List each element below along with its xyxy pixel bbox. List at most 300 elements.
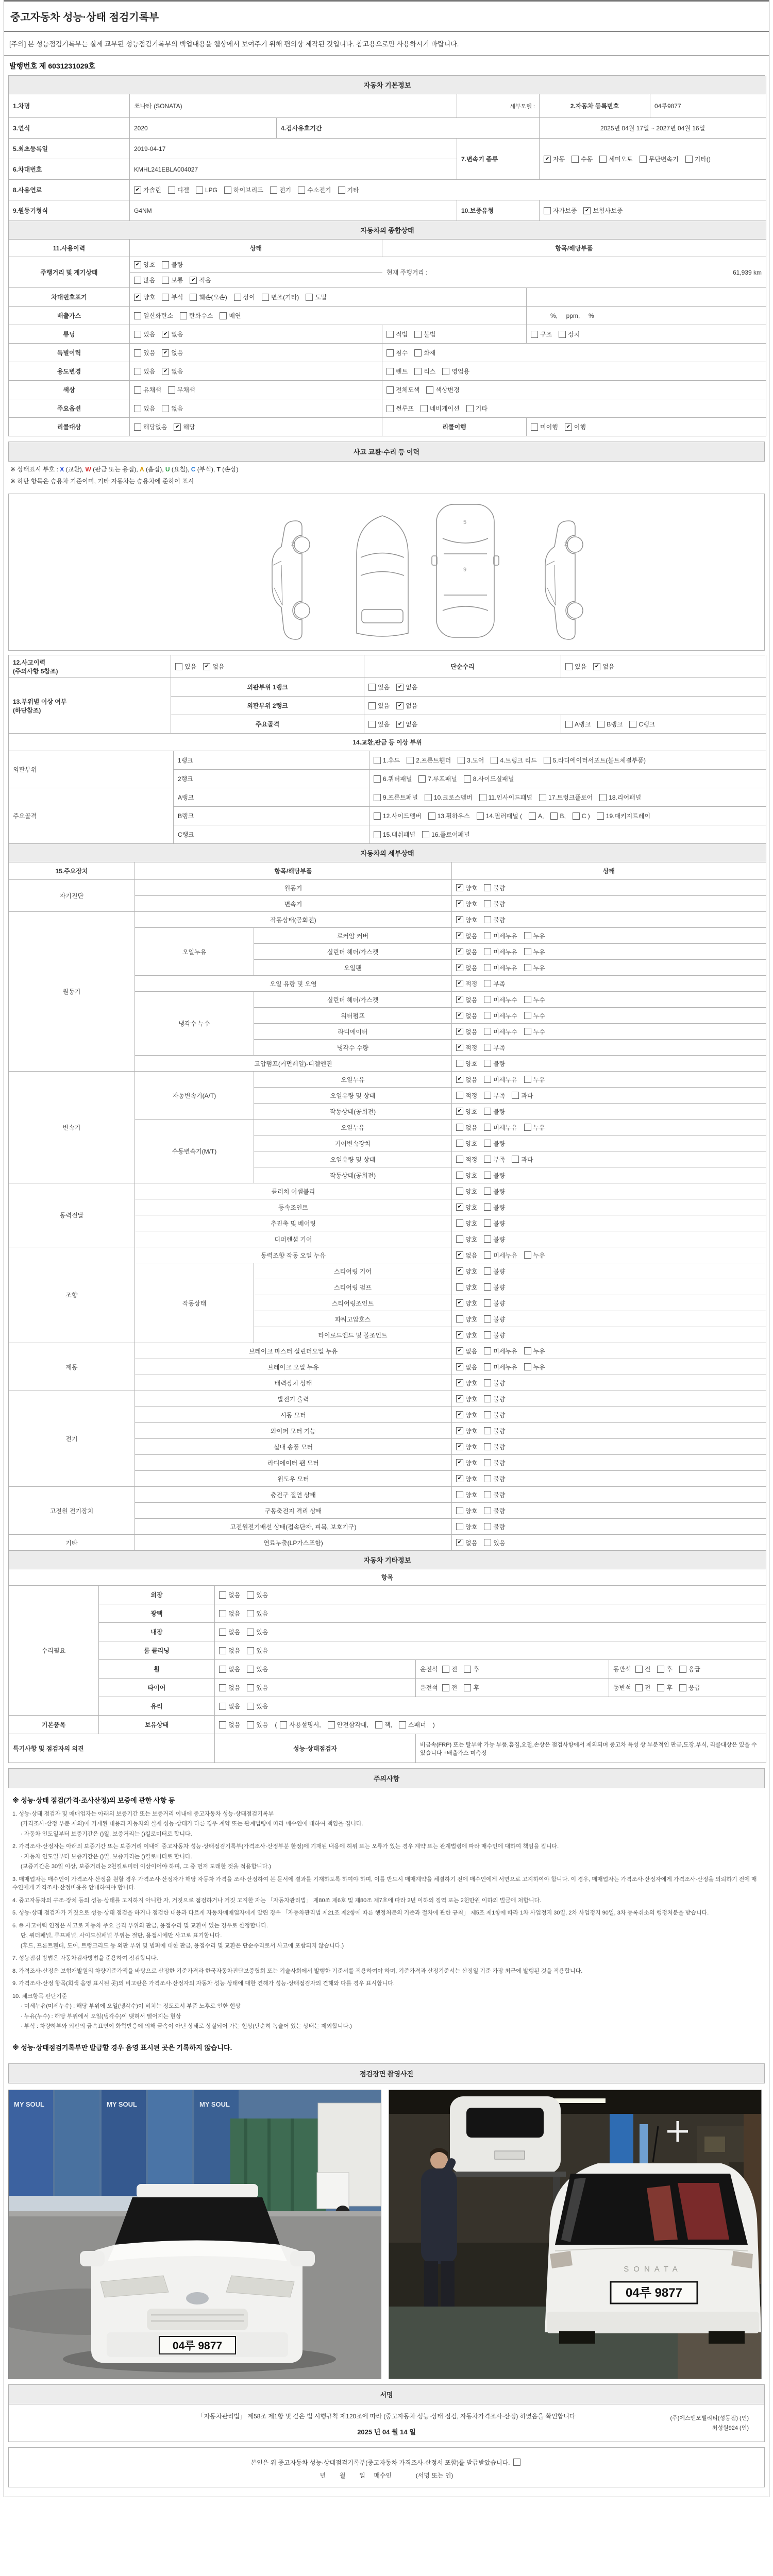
checkbox-option[interactable]	[456, 900, 477, 908]
checkbox[interactable]	[219, 1629, 226, 1636]
checkbox[interactable]: ✔	[174, 423, 181, 431]
checkbox[interactable]	[524, 1012, 531, 1019]
checkbox[interactable]	[484, 1251, 491, 1259]
checkbox[interactable]	[386, 368, 394, 375]
checkbox[interactable]	[456, 1491, 463, 1498]
checkbox[interactable]	[442, 1684, 449, 1691]
checkbox[interactable]: ✔	[456, 1539, 463, 1546]
checkbox-option[interactable]	[399, 1720, 426, 1729]
checkbox[interactable]	[464, 775, 471, 783]
checkbox-option[interactable]	[456, 1459, 477, 1467]
checkbox-option[interactable]	[190, 276, 211, 284]
checkbox[interactable]	[386, 349, 394, 357]
checkbox-option[interactable]	[484, 1123, 517, 1132]
checkbox-option[interactable]	[134, 422, 167, 431]
checkbox-option[interactable]	[491, 756, 536, 765]
checkbox[interactable]	[512, 1092, 519, 1099]
checkbox-option[interactable]	[484, 963, 517, 972]
checkbox[interactable]	[479, 794, 486, 801]
checkbox[interactable]	[219, 1721, 226, 1728]
checkbox[interactable]	[524, 964, 531, 971]
checkbox-option[interactable]	[219, 1646, 240, 1655]
checkbox-option[interactable]	[386, 385, 419, 394]
checkbox-option[interactable]	[174, 422, 195, 431]
checkbox[interactable]	[168, 187, 175, 194]
checkbox-option[interactable]	[375, 1720, 392, 1729]
checkbox[interactable]	[456, 1092, 463, 1099]
checkbox-option[interactable]	[456, 1506, 477, 1515]
checkbox[interactable]	[599, 794, 607, 801]
checkbox[interactable]: ✔	[456, 980, 463, 987]
checkbox[interactable]	[512, 1156, 519, 1163]
checkbox[interactable]	[484, 1140, 491, 1147]
checkbox[interactable]	[190, 294, 197, 301]
checkbox-option[interactable]	[134, 385, 161, 394]
checkbox-option[interactable]	[565, 720, 591, 728]
checkbox-option[interactable]	[512, 1155, 533, 1164]
checkbox[interactable]	[484, 1363, 491, 1370]
checkbox-option[interactable]	[219, 1590, 240, 1599]
checkbox-option[interactable]	[484, 900, 505, 908]
checkbox[interactable]	[219, 1647, 226, 1654]
checkbox[interactable]	[407, 757, 414, 764]
checkbox[interactable]	[399, 1721, 406, 1728]
checkbox-option[interactable]	[219, 1609, 240, 1618]
checkbox[interactable]	[247, 1684, 254, 1691]
checkbox-option[interactable]	[134, 260, 155, 269]
checkbox[interactable]	[456, 1315, 463, 1323]
checkbox-option[interactable]	[456, 1187, 477, 1196]
checkbox-option[interactable]	[657, 1683, 673, 1692]
checkbox-option[interactable]	[456, 1011, 477, 1020]
checkbox[interactable]	[247, 1629, 254, 1636]
checkbox[interactable]: ✔	[456, 1028, 463, 1035]
checkbox-option[interactable]	[679, 1665, 700, 1673]
checkbox[interactable]	[484, 1124, 491, 1131]
checkbox[interactable]: ✔	[456, 1204, 463, 1211]
checkbox[interactable]: ✔	[134, 261, 141, 268]
checkbox[interactable]	[219, 1684, 226, 1691]
checkbox-option[interactable]	[196, 187, 217, 194]
checkbox-option[interactable]	[477, 811, 522, 820]
checkbox-option[interactable]	[298, 185, 331, 194]
checkbox-option[interactable]	[484, 947, 517, 956]
checkbox-option[interactable]	[456, 1299, 477, 1308]
checkbox-option[interactable]	[456, 1091, 477, 1100]
checkbox-option[interactable]	[306, 293, 327, 301]
checkbox-option[interactable]	[162, 367, 183, 376]
checkbox-option[interactable]	[168, 385, 195, 394]
checkbox-option[interactable]	[529, 812, 544, 820]
checkbox[interactable]	[529, 812, 536, 820]
checkbox[interactable]	[219, 1703, 226, 1710]
checkbox-option[interactable]	[456, 995, 477, 1004]
checkbox[interactable]: ✔	[456, 1443, 463, 1450]
checkbox[interactable]: ✔	[456, 996, 463, 1003]
checkbox-option[interactable]	[247, 1609, 268, 1618]
checkbox-option[interactable]	[224, 185, 263, 194]
checkbox-option[interactable]	[484, 1187, 505, 1196]
checkbox[interactable]	[456, 1060, 463, 1067]
checkbox[interactable]	[484, 1347, 491, 1354]
checkbox[interactable]	[374, 757, 381, 764]
checkbox[interactable]	[134, 423, 141, 431]
checkbox[interactable]: ✔	[456, 1395, 463, 1402]
checkbox[interactable]	[484, 1028, 491, 1035]
checkbox-option[interactable]	[418, 774, 457, 783]
checkbox-option[interactable]	[338, 185, 359, 194]
checkbox[interactable]	[456, 1235, 463, 1243]
checkbox[interactable]	[550, 812, 558, 820]
checkbox-option[interactable]	[583, 206, 623, 215]
checkbox[interactable]	[456, 1523, 463, 1530]
checkbox-option[interactable]	[456, 1155, 477, 1164]
checkbox-option[interactable]	[484, 1538, 505, 1547]
checkbox[interactable]: ✔	[456, 884, 463, 891]
checkbox-option[interactable]	[280, 1720, 321, 1729]
checkbox[interactable]: ✔	[456, 1411, 463, 1418]
checkbox[interactable]	[456, 1124, 463, 1131]
checkbox[interactable]	[484, 1475, 491, 1482]
checkbox-option[interactable]	[484, 1427, 505, 1435]
checkbox-option[interactable]	[456, 947, 477, 956]
checkbox[interactable]	[280, 1721, 287, 1728]
checkbox[interactable]	[175, 663, 182, 670]
checkbox[interactable]	[484, 1283, 491, 1291]
checkbox[interactable]	[247, 1610, 254, 1617]
checkbox-option[interactable]	[565, 422, 586, 431]
checkbox-option[interactable]	[168, 185, 189, 194]
checkbox-option[interactable]	[484, 1139, 505, 1148]
checkbox-option[interactable]	[512, 1091, 533, 1100]
checkbox-option[interactable]	[134, 185, 161, 194]
checkbox[interactable]	[484, 996, 491, 1003]
checkbox[interactable]	[386, 405, 394, 412]
checkbox[interactable]: ✔	[456, 1379, 463, 1386]
checkbox[interactable]	[524, 1347, 531, 1354]
checkbox-option[interactable]	[456, 1171, 477, 1180]
checkbox-option[interactable]	[456, 1347, 477, 1355]
checkbox-option[interactable]	[524, 995, 545, 1004]
checkbox[interactable]	[414, 331, 422, 338]
checkbox-option[interactable]	[524, 947, 545, 956]
checkbox[interactable]	[524, 1028, 531, 1035]
checkbox[interactable]: ✔	[456, 1363, 463, 1370]
checkbox[interactable]	[484, 1044, 491, 1051]
checkbox[interactable]	[247, 1703, 254, 1710]
checkbox-option[interactable]	[464, 1665, 479, 1673]
checkbox[interactable]	[657, 1684, 664, 1691]
checkbox-option[interactable]	[456, 1363, 477, 1371]
checkbox[interactable]	[426, 386, 433, 394]
checkbox[interactable]	[456, 1219, 463, 1227]
checkbox-option[interactable]	[484, 1011, 517, 1020]
checkbox-option[interactable]	[203, 662, 224, 671]
checkbox-option[interactable]	[234, 293, 255, 301]
checkbox[interactable]	[456, 1507, 463, 1514]
checkbox[interactable]	[573, 812, 580, 820]
checkbox[interactable]	[484, 1315, 491, 1323]
checkbox-option[interactable]	[247, 1646, 268, 1655]
checkbox-option[interactable]	[484, 1059, 505, 1068]
checkbox[interactable]	[134, 312, 141, 319]
checkbox-option[interactable]	[262, 293, 299, 301]
checkbox-option[interactable]	[162, 330, 183, 338]
checkbox-option[interactable]	[374, 774, 412, 783]
checkbox-option[interactable]	[484, 1459, 505, 1467]
checkbox-option[interactable]	[484, 1171, 505, 1180]
checkbox[interactable]: ✔	[456, 1076, 463, 1083]
checkbox-option[interactable]	[456, 1379, 477, 1387]
checkbox-option[interactable]	[484, 1506, 505, 1515]
checkbox-option[interactable]	[484, 1522, 505, 1531]
checkbox-option[interactable]	[484, 931, 517, 940]
checkbox[interactable]	[484, 1172, 491, 1179]
checkbox[interactable]	[657, 1666, 664, 1673]
checkbox-option[interactable]	[484, 1299, 505, 1308]
checkbox[interactable]	[484, 964, 491, 971]
checkbox[interactable]: ✔	[203, 663, 210, 670]
checkbox-option[interactable]	[414, 367, 435, 376]
checkbox[interactable]	[442, 368, 449, 375]
checkbox-option[interactable]	[484, 1075, 517, 1084]
checkbox-option[interactable]	[572, 155, 593, 163]
checkbox-option[interactable]	[484, 1363, 517, 1371]
checkbox-option[interactable]	[524, 1075, 545, 1084]
checkbox-option[interactable]	[456, 1219, 477, 1228]
checkbox[interactable]	[162, 405, 169, 412]
checkbox[interactable]	[162, 277, 169, 284]
checkbox-option[interactable]	[368, 701, 390, 710]
checkbox-option[interactable]	[456, 1283, 477, 1292]
checkbox[interactable]	[418, 775, 426, 783]
checkbox[interactable]	[368, 721, 376, 728]
checkbox[interactable]	[477, 812, 484, 820]
checkbox[interactable]: ✔	[456, 932, 463, 939]
checkbox[interactable]	[458, 757, 465, 764]
checkbox-option[interactable]	[484, 1395, 505, 1403]
checkbox-option[interactable]	[679, 1683, 700, 1692]
checkbox[interactable]: ✔	[396, 702, 404, 709]
checkbox-option[interactable]	[544, 206, 577, 215]
checkbox-option[interactable]	[456, 1522, 477, 1531]
checkbox[interactable]: ✔	[456, 1108, 463, 1115]
checkbox-option[interactable]	[425, 793, 473, 802]
checkbox[interactable]	[484, 1092, 491, 1099]
checkbox[interactable]	[484, 948, 491, 955]
checkbox[interactable]: ✔	[456, 916, 463, 923]
checkbox[interactable]: ✔	[162, 368, 169, 375]
checkbox-option[interactable]	[484, 1283, 505, 1292]
checkbox[interactable]	[464, 1684, 471, 1691]
checkbox[interactable]: ✔	[456, 1331, 463, 1338]
checkbox-option[interactable]	[484, 884, 505, 892]
checkbox-option[interactable]	[386, 348, 408, 357]
checkbox-option[interactable]	[456, 1235, 477, 1244]
checkbox[interactable]: ✔	[456, 964, 463, 971]
checkbox-option[interactable]	[162, 348, 183, 357]
checkbox-option[interactable]	[524, 931, 545, 940]
checkbox-option[interactable]	[484, 1235, 505, 1244]
checkbox[interactable]	[484, 1411, 491, 1418]
checkbox-option[interactable]	[162, 404, 183, 413]
checkbox-option[interactable]	[484, 1331, 505, 1340]
checkbox[interactable]	[484, 1443, 491, 1450]
checkbox-option[interactable]	[374, 793, 418, 802]
checkbox-option[interactable]	[456, 1123, 477, 1132]
checkbox-option[interactable]	[175, 662, 196, 671]
checkbox[interactable]: ✔	[162, 349, 169, 357]
checkbox[interactable]	[484, 1204, 491, 1211]
checkbox[interactable]	[374, 794, 381, 801]
checkbox-option[interactable]	[247, 1590, 268, 1599]
checkbox[interactable]	[298, 187, 305, 194]
checkbox-option[interactable]	[484, 1027, 517, 1036]
checkbox-option[interactable]	[456, 1043, 477, 1052]
checkbox[interactable]	[484, 1235, 491, 1243]
checkbox[interactable]	[524, 1076, 531, 1083]
checkbox-option[interactable]	[386, 404, 414, 413]
checkbox[interactable]: ✔	[593, 663, 600, 670]
checkbox[interactable]: ✔	[162, 331, 169, 338]
checkbox[interactable]	[220, 312, 227, 319]
checkbox[interactable]	[374, 831, 381, 838]
checkbox-option[interactable]	[134, 276, 155, 284]
checkbox[interactable]	[368, 702, 376, 709]
checkbox[interactable]	[635, 1666, 643, 1673]
checkbox-option[interactable]	[456, 1139, 477, 1148]
checkbox[interactable]	[531, 423, 538, 431]
checkbox[interactable]	[597, 721, 604, 728]
checkbox-option[interactable]	[442, 367, 469, 376]
checkbox-option[interactable]	[328, 1720, 368, 1729]
checkbox[interactable]: ✔	[456, 1267, 463, 1275]
checkbox[interactable]	[456, 1140, 463, 1147]
checkbox[interactable]: ✔	[456, 1044, 463, 1051]
checkbox[interactable]	[386, 331, 394, 338]
checkbox-option[interactable]	[531, 422, 558, 431]
checkbox[interactable]	[196, 187, 203, 194]
checkbox-option[interactable]	[219, 1665, 240, 1673]
checkbox[interactable]	[484, 1395, 491, 1402]
checkbox-option[interactable]	[456, 1475, 477, 1483]
checkbox-option[interactable]	[597, 811, 650, 820]
checkbox[interactable]	[539, 794, 546, 801]
checkbox-option[interactable]	[657, 1665, 673, 1673]
checkbox-option[interactable]	[456, 1251, 477, 1260]
checkbox[interactable]	[484, 1507, 491, 1514]
checkbox[interactable]	[524, 996, 531, 1003]
checkbox[interactable]: ✔	[565, 423, 572, 431]
checkbox-option[interactable]	[219, 1683, 240, 1692]
checkbox-option[interactable]	[456, 1267, 477, 1276]
checkbox[interactable]	[442, 1666, 449, 1673]
checkbox-option[interactable]	[550, 812, 565, 820]
checkbox[interactable]	[262, 294, 269, 301]
checkbox-option[interactable]	[456, 884, 477, 892]
checkbox-option[interactable]	[456, 1395, 477, 1403]
checkbox[interactable]: ✔	[456, 1475, 463, 1482]
checkbox-option[interactable]	[464, 774, 514, 783]
checkbox[interactable]	[162, 294, 169, 301]
checkbox-option[interactable]	[374, 811, 422, 820]
checkbox[interactable]: ✔	[456, 948, 463, 955]
checkbox[interactable]	[247, 1666, 254, 1673]
checkbox[interactable]	[368, 684, 376, 691]
checkbox-option[interactable]	[134, 348, 155, 357]
checkbox[interactable]	[559, 331, 566, 338]
checkbox-option[interactable]	[134, 330, 155, 338]
checkbox-option[interactable]	[565, 662, 586, 671]
checkbox-option[interactable]	[484, 1347, 517, 1355]
checkbox[interactable]: ✔	[396, 684, 404, 691]
checkbox-option[interactable]	[524, 1011, 545, 1020]
checkbox-option[interactable]	[484, 1490, 505, 1499]
checkbox[interactable]	[425, 794, 432, 801]
checkbox[interactable]	[422, 831, 429, 838]
checkbox-option[interactable]	[270, 185, 291, 194]
checkbox-option[interactable]	[134, 293, 155, 301]
checkbox-option[interactable]	[374, 756, 400, 765]
checkbox[interactable]	[219, 1610, 226, 1617]
checkbox[interactable]: ✔	[134, 294, 141, 301]
checkbox[interactable]	[484, 1267, 491, 1275]
checkbox[interactable]	[491, 757, 498, 764]
checkbox-option[interactable]	[456, 1331, 477, 1340]
checkbox[interactable]	[234, 294, 241, 301]
checkbox-option[interactable]	[524, 1123, 545, 1132]
checkbox-option[interactable]	[180, 311, 213, 320]
checkbox[interactable]	[484, 1539, 491, 1546]
checkbox[interactable]: ✔	[544, 156, 551, 163]
checkbox[interactable]	[484, 1491, 491, 1498]
checkbox[interactable]	[466, 405, 474, 412]
checkbox[interactable]: ✔	[456, 1459, 463, 1466]
checkbox-option[interactable]	[456, 1059, 477, 1068]
checkbox-option[interactable]	[456, 963, 477, 972]
checkbox-option[interactable]	[368, 720, 390, 728]
checkbox[interactable]	[414, 368, 422, 375]
checkbox-option[interactable]	[442, 1683, 458, 1692]
checkbox[interactable]	[414, 349, 422, 357]
checkbox-option[interactable]	[544, 756, 646, 765]
checkbox-option[interactable]	[162, 260, 183, 269]
checkbox-option[interactable]	[421, 404, 460, 413]
checkbox-option[interactable]	[484, 1091, 505, 1100]
checkbox-option[interactable]	[396, 683, 417, 691]
checkbox[interactable]	[464, 1666, 471, 1673]
checkbox[interactable]: ✔	[456, 1299, 463, 1307]
checkbox-option[interactable]	[573, 812, 590, 820]
checkbox[interactable]	[180, 312, 187, 319]
checkbox[interactable]	[544, 757, 551, 764]
checkbox-option[interactable]	[484, 916, 505, 924]
checkbox[interactable]: ✔	[134, 187, 141, 194]
checkbox[interactable]	[134, 368, 141, 375]
checkbox-option[interactable]	[220, 311, 241, 320]
checkbox[interactable]	[247, 1647, 254, 1654]
checkbox[interactable]	[134, 386, 141, 394]
checkbox-option[interactable]	[456, 1075, 477, 1084]
checkbox-option[interactable]	[599, 793, 641, 802]
checkbox[interactable]	[456, 1188, 463, 1195]
checkbox-option[interactable]	[247, 1720, 268, 1729]
checkbox[interactable]	[162, 261, 169, 268]
checkbox-option[interactable]	[629, 720, 655, 728]
checkbox-option[interactable]	[635, 1683, 651, 1692]
checkbox[interactable]	[484, 1012, 491, 1019]
checkbox[interactable]	[428, 812, 435, 820]
